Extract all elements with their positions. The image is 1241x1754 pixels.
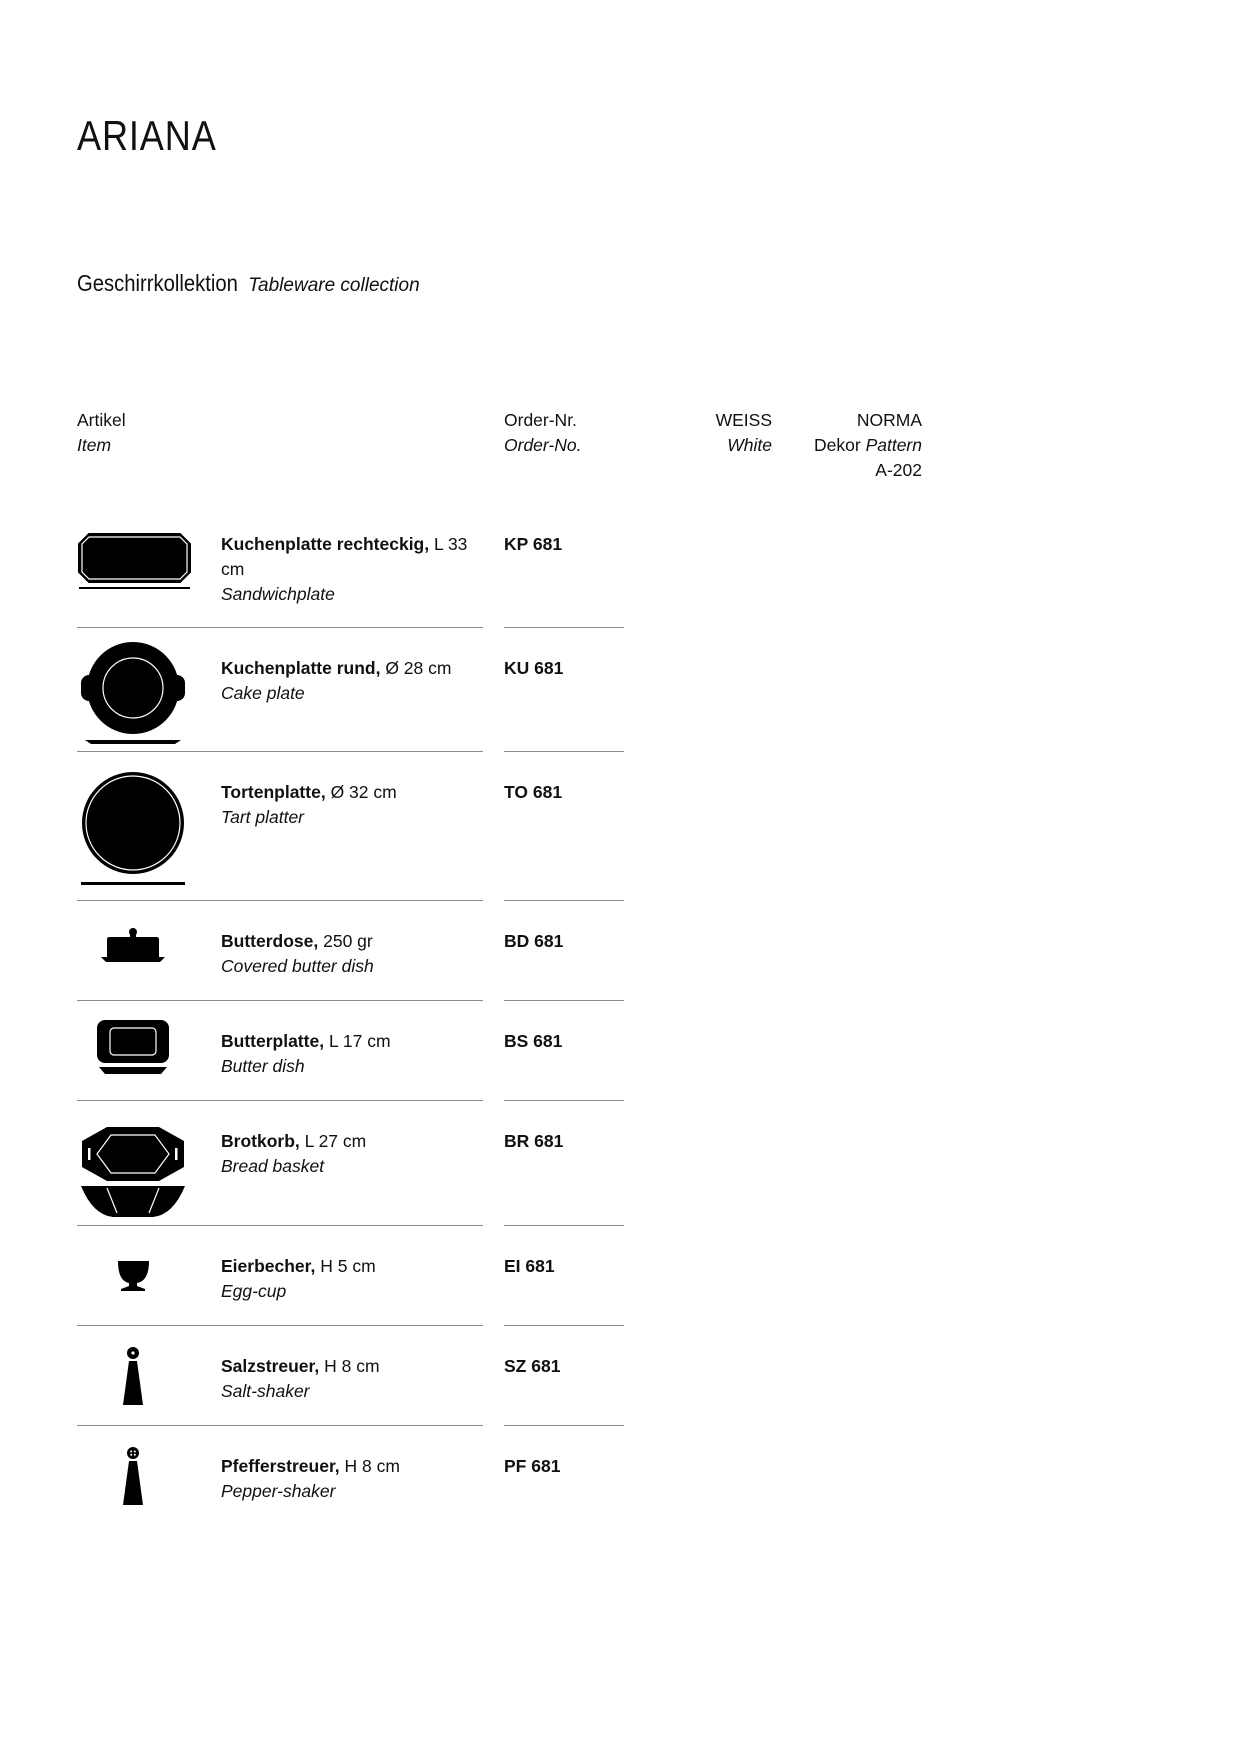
item-name-english: Egg-cup [221,1281,287,1301]
item-size: L 33 cm [221,534,468,579]
item-name-english: Covered butter dish [221,956,374,976]
item-order-number: KU 681 [504,658,564,678]
row-divider [504,900,624,901]
item-name-english: Tart platter [221,807,305,827]
item-size: Ø 32 cm [330,782,397,802]
item-size: L 17 cm [328,1031,391,1051]
row-divider [504,1100,624,1101]
round-cake-plate-icon [77,640,192,746]
item-size: H 8 cm [324,1356,380,1376]
item-description [221,929,481,979]
item-description [221,1354,481,1404]
item-size: H 5 cm [320,1256,376,1276]
item-name-english: Pepper-shaker [221,1481,336,1501]
column-header-norma-pattern [760,433,922,458]
subtitle-english: Tableware collection [248,275,420,296]
item-name: Butterdose, [221,931,319,951]
item-size: L 27 cm [304,1131,367,1151]
column-header-norma-name: NORMA [856,410,922,430]
salt-shaker-icon [77,1346,192,1408]
item-size: 250 gr [323,931,373,951]
row-divider [504,1425,624,1426]
item-description [221,1029,481,1079]
subtitle-german: Geschirrkollektion [77,270,238,296]
item-name: Pfefferstreuer, [221,1456,340,1476]
item-description [221,1454,481,1504]
row-divider [77,1425,483,1426]
item-name-english: Cake plate [221,683,305,703]
row-divider [77,1225,483,1226]
row-divider [504,751,624,752]
row-divider [504,1000,624,1001]
row-divider [504,627,624,628]
item-order-number: BR 681 [504,1131,564,1151]
column-header-weiss-de: WEISS [715,410,772,430]
item-name-english: Bread basket [221,1156,325,1176]
collection-title: ARIANA [77,112,217,159]
item-name: Brotkorb, [221,1131,300,1151]
item-size: Ø 28 cm [385,658,452,678]
row-divider [77,900,483,901]
column-header-norma [760,408,922,483]
egg-cup-icon [77,1259,192,1293]
column-header-order-de: Order-Nr. [504,410,577,430]
column-header-item [77,408,126,458]
column-header-order [504,408,581,458]
bread-basket-icon [77,1125,192,1220]
item-order-number: BS 681 [504,1031,563,1051]
item-name: Tortenplatte, [221,782,326,802]
item-name-english: Butter dish [221,1056,305,1076]
item-size: H 8 cm [344,1456,400,1476]
column-header-norma-code: A-202 [875,460,922,480]
item-description [221,656,481,706]
item-name-english: Sandwichplate [221,584,335,604]
row-divider [77,1000,483,1001]
column-header-weiss [640,408,772,458]
butter-plate-icon [77,1018,192,1078]
item-order-number: TO 681 [504,782,563,802]
item-order-number: KP 681 [504,534,563,554]
item-name: Kuchenplatte rund, [221,658,381,678]
item-name: Salzstreuer, [221,1356,320,1376]
butter-dish-covered-icon [77,925,192,965]
row-divider [77,627,483,628]
item-order-number: EI 681 [504,1256,555,1276]
column-header-norma-dekor: Dekor [814,435,861,455]
item-description [221,780,481,830]
item-description [221,1254,481,1304]
row-divider [77,1325,483,1326]
item-name: Butterplatte, [221,1031,325,1051]
item-description [221,532,481,607]
row-divider [77,1100,483,1101]
column-header-item-en: Item [77,435,112,455]
item-order-number: PF 681 [504,1456,561,1476]
column-header-weiss-en: White [727,435,772,455]
pepper-shaker-icon [77,1446,192,1508]
item-name-english: Salt-shaker [221,1381,310,1401]
item-order-number: BD 681 [504,931,564,951]
item-order-number: SZ 681 [504,1356,561,1376]
collection-subtitle [77,270,420,297]
item-name: Kuchenplatte rechteckig, [221,534,430,554]
column-header-item-de: Artikel [77,410,126,430]
row-divider [504,1325,624,1326]
rectangular-platter-icon [77,532,192,594]
row-divider [504,1225,624,1226]
tart-platter-icon [77,770,192,888]
column-header-norma-pattern-en: Pattern [865,435,922,455]
item-name: Eierbecher, [221,1256,316,1276]
row-divider [77,751,483,752]
column-header-order-en: Order-No. [504,435,582,455]
item-description [221,1129,481,1179]
